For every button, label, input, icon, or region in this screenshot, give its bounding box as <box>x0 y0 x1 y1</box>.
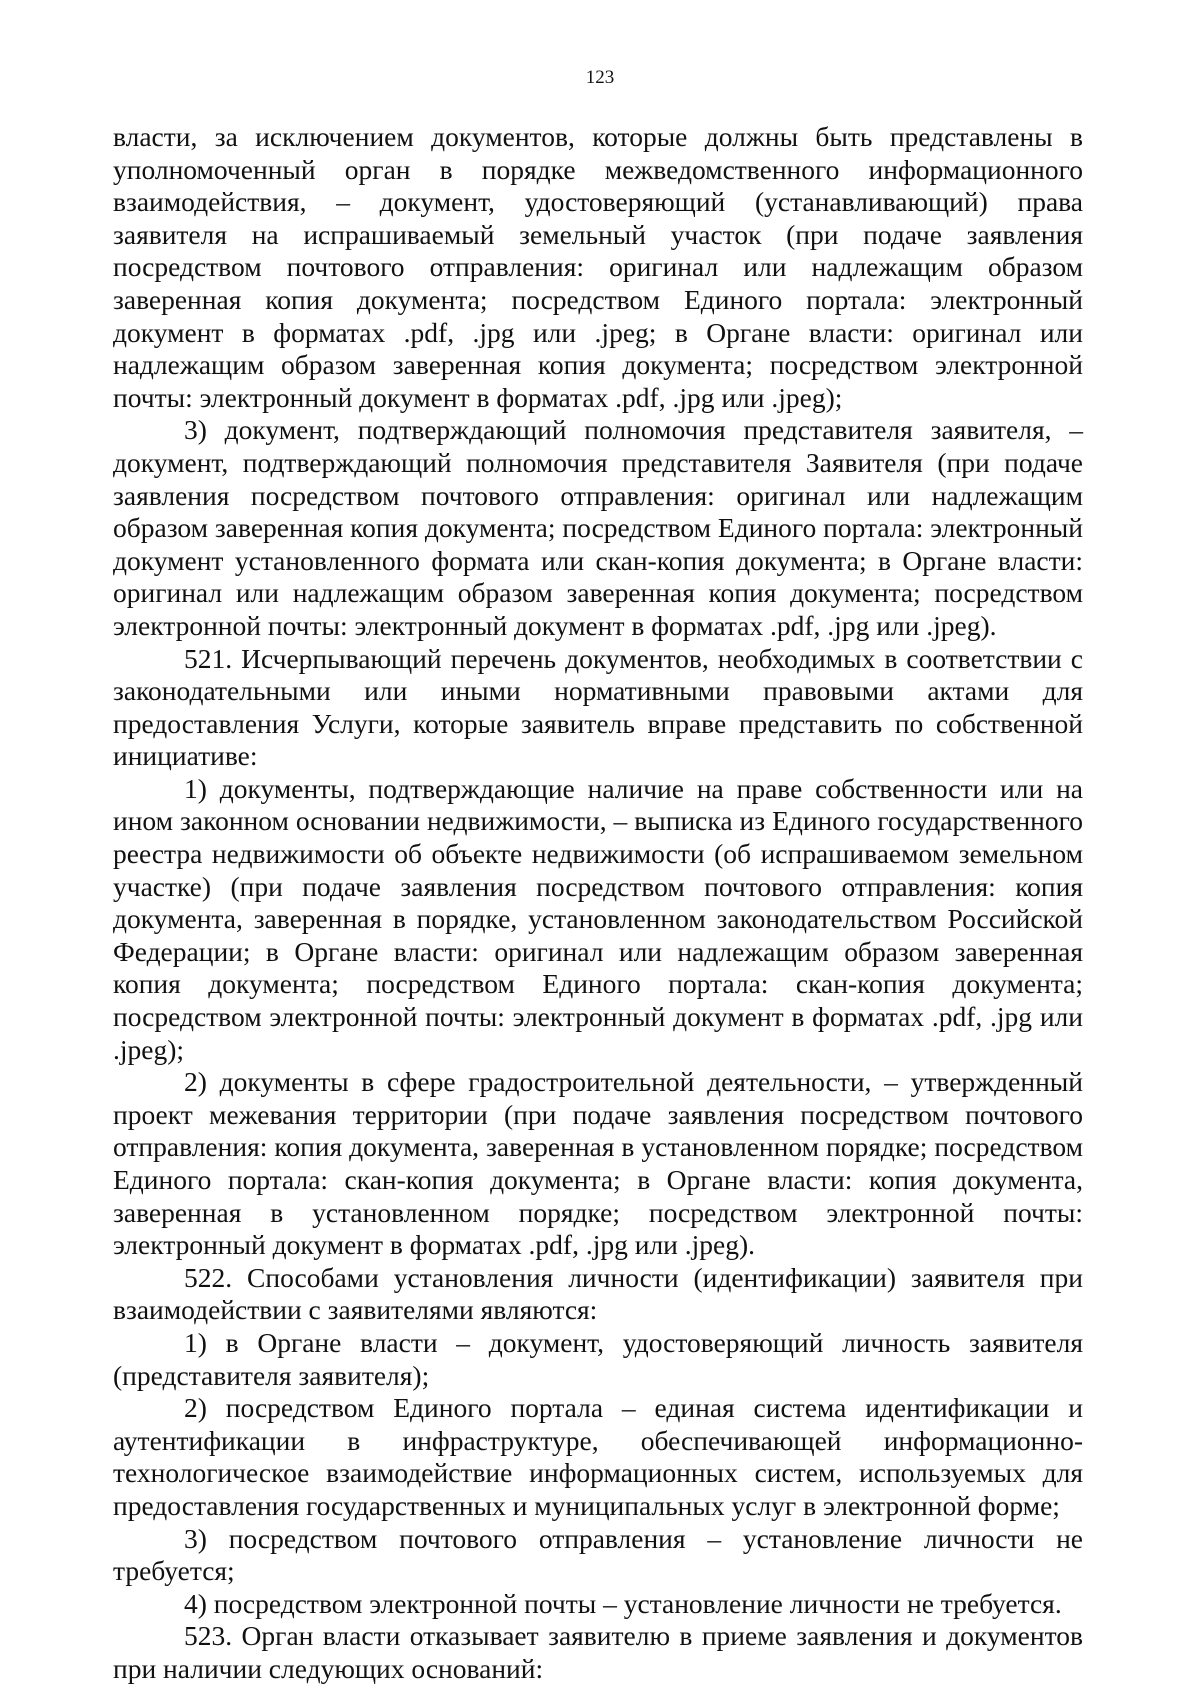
paragraph-523: 523. Орган власти отказывает заявителю в приеме заявления и документов при наличии следующих оснований: <box>113 1620 1083 1684</box>
paragraph-522-item-1: 1) в Органе власти – документ, удостоверяющий личность заявителя (представителя заявителя); <box>113 1326 1083 1391</box>
document-body <box>113 121 1083 1686</box>
paragraph-522-item-3: 3) посредством почтового отправления – установление личности не требуется; <box>113 1522 1083 1587</box>
paragraph-521: 521. Исчерпывающий перечень документов, необходимых в соответствии с законодательными или иными нормативными правовыми актами для предоставления Услуги, которые заявитель вправе представить по собственной инициативе: <box>113 642 1083 772</box>
paragraph-521-item-1: 1) документы, подтверждающие наличие на праве собственности или на ином законном основании недвижимости, – выписка из Единого государственного реестра недвижимости об объекте недвижимости (об испрашиваемом земельном участке) (при подаче заявления посредством почтового отправления: копия документа, заверенная в порядке, установленном законодательством Российской Федерации; в Органе власти: оригинал или надлежащим образом заверенная копия документа; посредством Единого портала: скан-копия документа; посредством электронной почты: электронный документ в форматах .pdf, .jpg или .jpeg); <box>113 772 1083 1065</box>
paragraph-521-item-2: 2) документы в сфере градостроительной деятельности, – утвержденный проект межевания территории (при подаче заявления посредством почтового отправления: копия документа, заверенная в установленном порядке; посредством Единого портала: скан-копия документа; в Органе власти: копия документа, заверенная в установленном порядке; посредством электронной почты: электронный документ в форматах .pdf, .jpg или .jpeg). <box>113 1066 1083 1261</box>
paragraph-522: 522. Способами установления личности (идентификации) заявителя при взаимодействии с заявителями являются: <box>113 1261 1083 1326</box>
paragraph-522-item-2: 2) посредством Единого портала – единая система идентификации и аутентификации в инфраструктуре, обеспечивающей информационно-технологическое взаимодействие информационных систем, используемых для предоставления государственных и муниципальных услуг в электронной форме; <box>113 1392 1083 1521</box>
paragraph-continuation: власти, за исключением документов, которые должны быть представлены в уполномоченный орган в порядке межведомственного информационного взаимодействия, – документ, удостоверяющий (устанавливающий) права заявителя на испрашиваемый земельный участок (при подаче заявления посредством почтового отправления: оригинал или надлежащим образом заверенная копия документа; посредством Единого портала: электронный документ в форматах .pdf, .jpg или .jpeg; в Органе власти: оригинал или надлежащим образом заверенная копия документа; посредством электронной почты: электронный документ в форматах .pdf, .jpg или .jpeg); <box>113 121 1083 413</box>
page-number: 123 <box>585 67 615 88</box>
paragraph-item-3-representative-authority: 3) документ, подтверждающий полномочия представителя заявителя, – документ, подтверждающий полномочия представителя Заявителя (при подаче заявления посредством почтового отправления: оригинал или надлежащим образом заверенная копия документа; посредством Единого портала: электронный документ установленного формата или скан-копия документа; в Органе власти: оригинал или надлежащим образом заверенная копия документа; посредством электронной почты: электронный документ в форматах .pdf, .jpg или .jpeg). <box>113 414 1083 641</box>
paragraph-522-item-4: 4) посредством электронной почты – установление личности не требуется. <box>184 1587 1062 1619</box>
